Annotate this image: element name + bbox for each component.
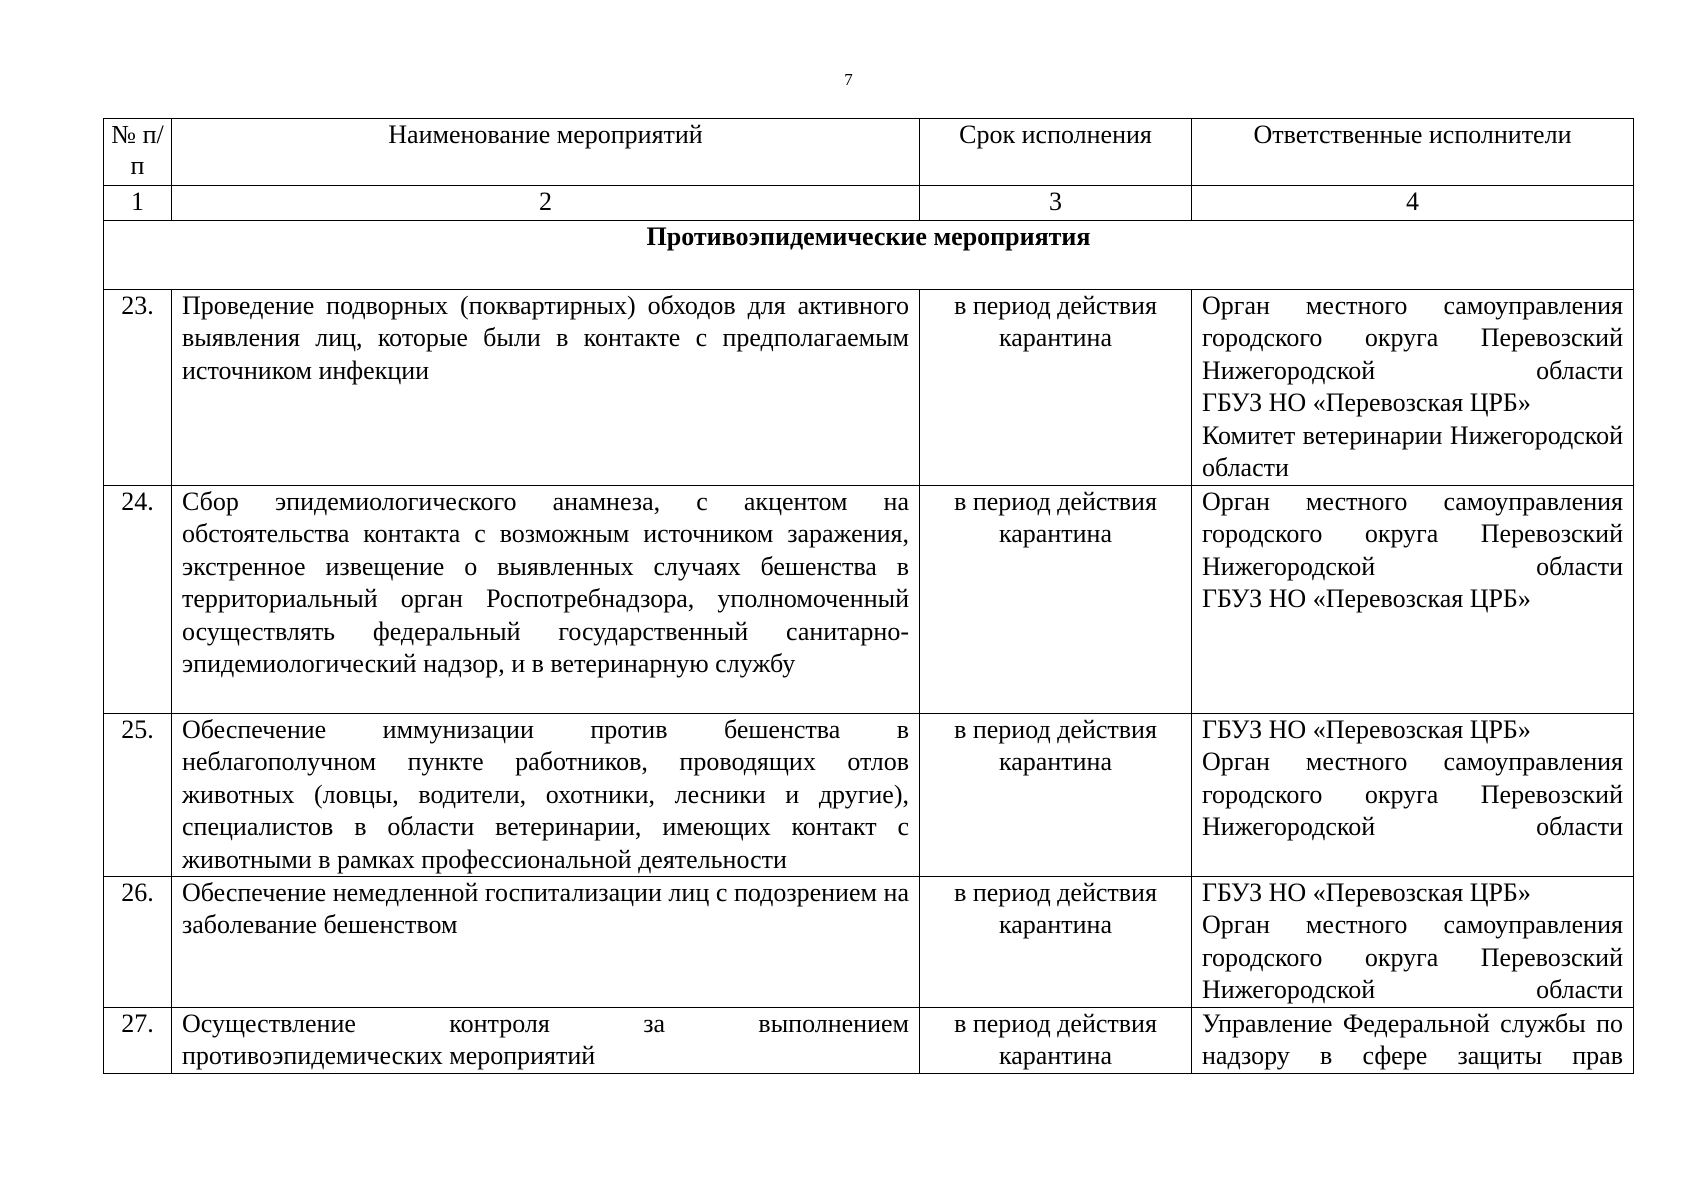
table-row	[104, 877, 1634, 1008]
responsible	[1192, 290, 1634, 486]
column-index: 4	[1192, 186, 1634, 221]
responsible	[1192, 1008, 1634, 1074]
responsible-item: Орган местного самоуправления городского округа Перевозский Нижегородской области	[1202, 487, 1623, 581]
table-row	[104, 714, 1634, 877]
responsible-item: ГБУЗ НО «Перевозская ЦРБ»	[1202, 878, 1531, 908]
responsible-item: Комитет ветеринарии Нижегородской области	[1202, 420, 1623, 483]
row-number: 23.	[104, 290, 172, 486]
page-number: 7	[844, 70, 853, 89]
deadline: в период действия карантина	[920, 290, 1192, 486]
table-header-row	[104, 119, 1634, 186]
section-title: Противоэпидемические мероприятия	[104, 221, 1634, 290]
responsible	[1192, 877, 1634, 1008]
measures-table	[103, 118, 1634, 1074]
responsible	[1192, 714, 1634, 877]
measure-description: Обеспечение немедленной госпитализации лиц с подозрением на заболевание бешенством	[172, 877, 920, 1008]
responsible-item: ГБУЗ НО «Перевозская ЦРБ»	[1202, 388, 1531, 418]
table-row	[104, 290, 1634, 486]
column-index: 1	[104, 186, 172, 221]
header-number: № п/п	[104, 119, 172, 186]
deadline: в период действия карантина	[920, 486, 1192, 714]
header-measure-name: Наименование мероприятий	[172, 119, 920, 186]
column-index: 2	[172, 186, 920, 221]
deadline: в период действия карантина	[920, 1008, 1192, 1074]
responsible	[1192, 486, 1634, 714]
row-number: 27.	[104, 1008, 172, 1074]
table-row	[104, 1008, 1634, 1074]
measure-description: Осуществление контроля за выполнением противоэпидемических мероприятий	[172, 1008, 920, 1074]
header-responsible: Ответственные исполнители	[1192, 119, 1634, 186]
deadline: в период действия карантина	[920, 714, 1192, 877]
row-number: 24.	[104, 486, 172, 714]
table-row	[104, 486, 1634, 714]
responsible-item: Орган местного самоуправления городского округа Перевозский Нижегородской области	[1202, 910, 1623, 1005]
responsible-item: ГБУЗ НО «Перевозская ЦРБ»	[1202, 715, 1531, 744]
measure-description: Обеспечение иммунизации против бешенства в неблагополучном пункте работников, проводящих отлов животных (ловцы, водители, охотники, лесники и другие), специалистов в области ветеринарии, имеющих контакт с животными в рамках профессиональной деятельности	[172, 714, 920, 877]
column-index: 3	[920, 186, 1192, 221]
column-index-row	[104, 186, 1634, 221]
deadline: в период действия карантина	[920, 877, 1192, 1008]
responsible-item: Управление Федеральной службы по надзору в сфере защиты прав	[1202, 1009, 1623, 1071]
header-deadline: Срок исполнения	[920, 119, 1192, 186]
responsible-item: Орган местного самоуправления городского округа Перевозский Нижегородской области	[1202, 747, 1623, 842]
responsible-item: ГБУЗ НО «Перевозская ЦРБ»	[1202, 584, 1531, 614]
row-number: 25.	[104, 714, 172, 877]
responsible-item: Орган местного самоуправления городского округа Перевозский Нижегородской области	[1202, 291, 1623, 385]
measure-description: Проведение подворных (поквартирных) обходов для активного выявления лиц, которые были в контакте с предполагаемым источником инфекции	[172, 290, 920, 486]
row-number: 26.	[104, 877, 172, 1008]
section-row	[104, 221, 1634, 290]
measure-description: Сбор эпидемиологического анамнеза, с акцентом на обстоятельства контакта с возможным источником заражения, экстренное извещение о выявленных случаях бешенства в территориальный орган Роспотребнадзора, уполномоченный осуществлять федеральный государственный санитарно-эпидемиологический надзор, и в ветеринарную службу	[172, 486, 920, 714]
